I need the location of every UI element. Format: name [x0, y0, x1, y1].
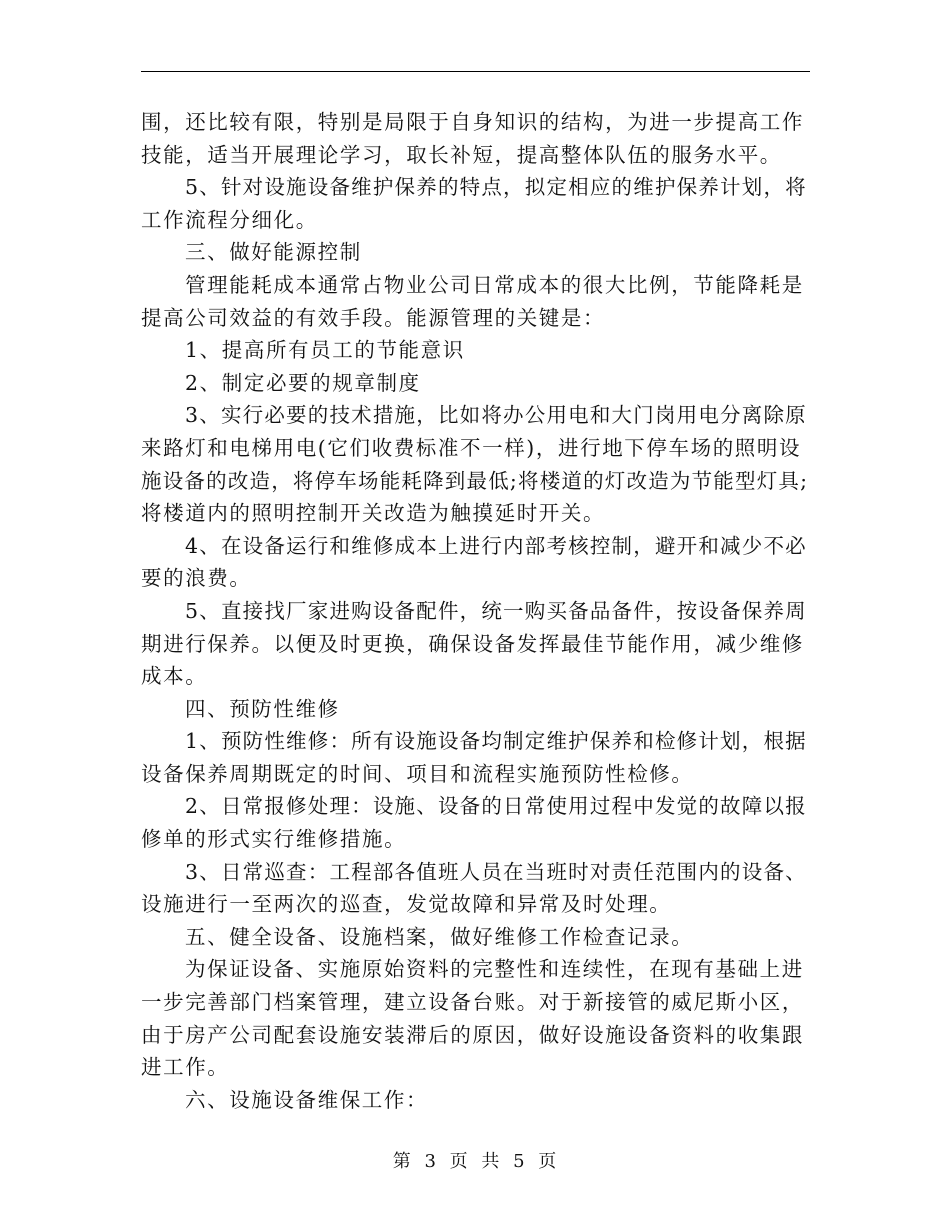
text-line: 设备保养周期既定的时间、项目和流程实施预防性检修。 [141, 761, 694, 786]
text-line: 技能，适当开展理论学习，取长补短，提高整体队伍的服务水平。 [141, 142, 782, 167]
text-line: 来路灯和电梯用电(它们收费标准不一样)，进行地下停车场的照明设 [141, 435, 802, 460]
text-line: 2、制定必要的规章制度 [185, 370, 421, 395]
text-line: 六、设施设备维保工作： [185, 1087, 429, 1112]
footer-page-label: 页 [449, 1151, 469, 1172]
footer-total-prefix: 共 [481, 1151, 501, 1172]
footer-total-label: 页 [538, 1151, 558, 1172]
text-line: 5、直接找厂家进购设备配件，统一购买备品备件，按设备保养周 [185, 598, 807, 623]
text-line: 将楼道内的照明控制开关改造为触摸延时开关。 [141, 501, 606, 526]
text-line: 3、实行必要的技术措施，比如将办公用电和大门岗用电分离除原 [185, 403, 807, 428]
document-body [141, 106, 810, 1116]
text-line: 修单的形式实行维修措施。 [141, 827, 407, 852]
text-line: 为保证设备、实施原始资料的完整性和连续性，在现有基础上进 [185, 957, 804, 982]
text-line: 施设备的改造，将停车场能耗降到最低;将楼道的灯改造为节能型灯具; [141, 468, 809, 493]
text-line: 5、针对设施设备维护保养的特点，拟定相应的维护保养计划，将 [185, 175, 807, 200]
footer-total-pages: 5 [513, 1151, 526, 1172]
text-line: 1、提高所有员工的节能意识 [185, 338, 465, 363]
text-line: 成本。 [141, 664, 208, 689]
header-rule [141, 71, 810, 72]
footer-page-number: 3 [424, 1151, 437, 1172]
text-line: 工作流程分细化。 [141, 207, 318, 232]
text-line: 进工作。 [141, 1055, 230, 1080]
text-line: 2、日常报修处理：设施、设备的日常使用过程中发觉的故障以报 [185, 794, 807, 819]
text-line: 四、预防性维修 [185, 696, 340, 721]
text-line: 管理能耗成本通常占物业公司日常成本的很大比例，节能降耗是 [185, 272, 804, 297]
text-line: 由于房产公司配套设施安装滞后的原因，做好设施设备资料的收集跟 [141, 1022, 804, 1047]
text-line: 设施进行一至两次的巡查，发觉故障和异常及时处理。 [141, 892, 672, 917]
text-line: 3、日常巡查：工程部各值班人员在当班时对责任范围内的设备、 [185, 859, 807, 884]
text-line: 要的浪费。 [141, 566, 252, 591]
footer-prefix: 第 [392, 1151, 412, 1172]
text-line: 五、健全设备、设施档案，做好维修工作检查记录。 [185, 924, 694, 949]
text-line: 一步完善部门档案管理，建立设备台账。对于新接管的威尼斯小区， [141, 990, 804, 1015]
text-line: 三、做好能源控制 [185, 240, 362, 265]
text-line: 围，还比较有限，特别是局限于自身知识的结构，为进一步提高工作 [141, 110, 804, 134]
text-line: 4、在设备运行和维修成本上进行内部考核控制，避开和减少不必 [185, 533, 807, 558]
text-line: 提高公司效益的有效手段。能源管理的关键是： [141, 305, 606, 330]
page-footer [0, 1147, 950, 1173]
text-line: 1、预防性维修：所有设施设备均制定维护保养和检修计划，根据 [185, 729, 807, 754]
text-line: 期进行保养。以便及时更换，确保设备发挥最佳节能作用，减少维修 [141, 631, 804, 656]
